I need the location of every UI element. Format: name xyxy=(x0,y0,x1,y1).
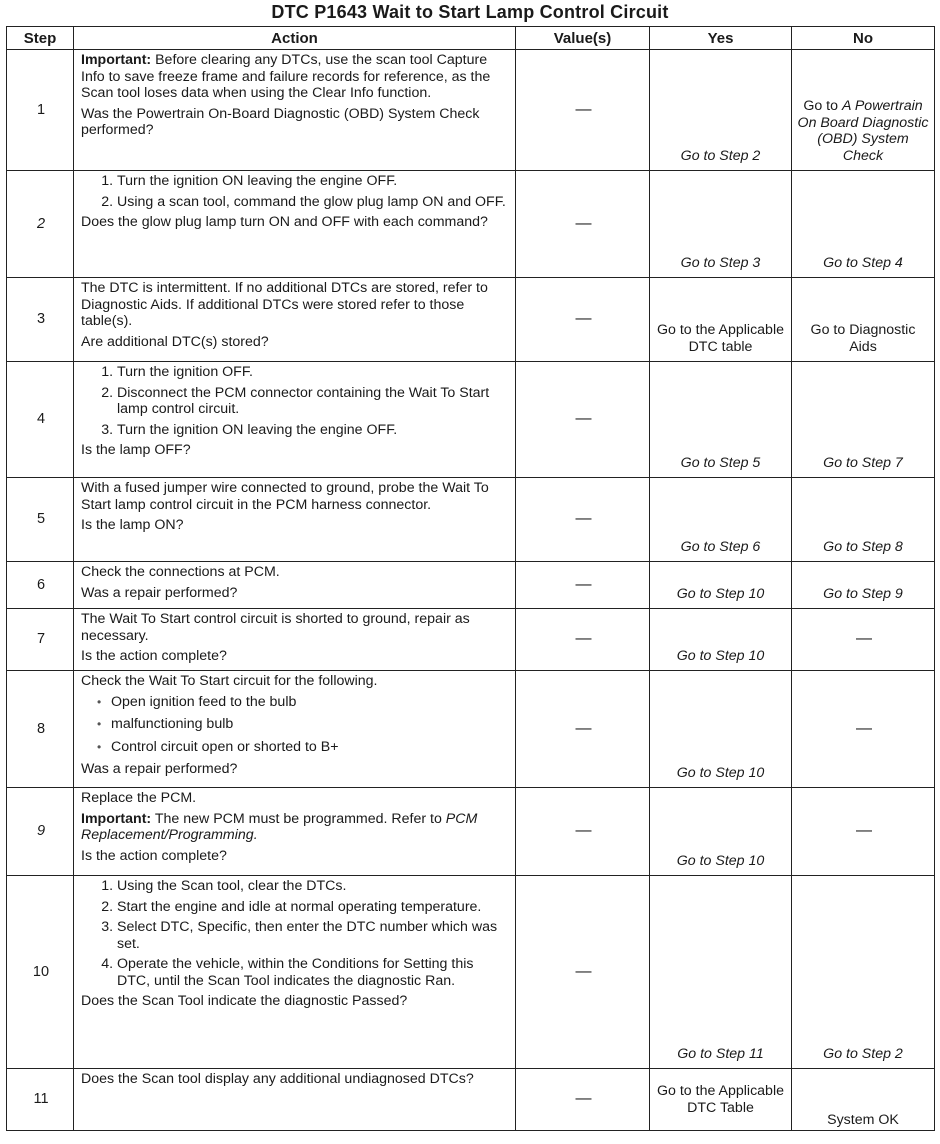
no-cell: — xyxy=(792,788,935,876)
step-number: 4 xyxy=(7,362,74,478)
yes-cell: Go to Step 10 xyxy=(650,609,792,671)
value-cell: — xyxy=(516,788,650,876)
action-cell xyxy=(74,278,516,362)
step-number: 3 xyxy=(7,278,74,362)
value-cell: — xyxy=(516,876,650,1069)
no-cell: Go to Step 9 xyxy=(792,562,935,609)
table-row xyxy=(7,876,935,1069)
list-item: 4. Operate the vehicle, within the Conditions for Setting this DTC, until the Scan Tool indicates the diagnostic Ran. xyxy=(117,956,510,989)
no-cell: Go to Step 8 xyxy=(792,478,935,562)
list-item: 1. Using the Scan tool, clear the DTCs. xyxy=(117,878,510,895)
value-cell: — xyxy=(516,562,650,609)
action-cell xyxy=(74,876,516,1069)
important-text: Before clearing any DTCs, use the scan tool Capture Info to save freeze frame and failure records for reference, as the Scan tool loses data when using the Clear Info function. xyxy=(81,52,491,101)
action-steps xyxy=(81,878,510,989)
no-cell: — xyxy=(792,609,935,671)
step-number: 8 xyxy=(7,671,74,788)
important-text: The new PCM must be programmed. Refer to xyxy=(151,810,446,827)
table-row xyxy=(7,562,935,609)
header-no: No xyxy=(792,27,935,50)
action-cell xyxy=(74,478,516,562)
no-cell: Go to Diagnostic Aids xyxy=(792,278,935,362)
checklist xyxy=(81,694,510,756)
list-item: • Open ignition feed to the bulb xyxy=(111,694,510,711)
no-prefix: Go to xyxy=(803,98,842,114)
yes-cell: Go to Step 10 xyxy=(650,562,792,609)
question-text: Are additional DTC(s) stored? xyxy=(81,333,269,350)
value-cell: — xyxy=(516,50,650,171)
action-text: With a fused jumper wire connected to ground, probe the Wait To Start lamp control circuit in the PCM harness connector. xyxy=(81,480,489,513)
value-cell: — xyxy=(516,671,650,788)
important-note xyxy=(81,52,510,102)
diagnostic-table xyxy=(6,26,935,1131)
table-row xyxy=(7,1069,935,1131)
step-number: 7 xyxy=(7,609,74,671)
list-item: 2. Start the engine and idle at normal operating temperature. xyxy=(117,899,510,916)
yes-cell: Go to Step 10 xyxy=(650,788,792,876)
yes-cell: Go to the Applicable DTC table xyxy=(650,278,792,362)
step-number: 11 xyxy=(7,1069,74,1131)
step-number: 6 xyxy=(7,562,74,609)
table-row xyxy=(7,171,935,278)
question-text: Is the lamp OFF? xyxy=(81,442,191,458)
value-cell: — xyxy=(516,278,650,362)
header-step: Step xyxy=(7,27,74,50)
header-values: Value(s) xyxy=(516,27,650,50)
yes-cell: Go to Step 2 xyxy=(650,50,792,171)
yes-cell: Go to Step 6 xyxy=(650,478,792,562)
important-label: Important: xyxy=(81,52,152,68)
list-item: • Control circuit open or shorted to B+ xyxy=(111,739,510,756)
table-row xyxy=(7,50,935,171)
action-steps xyxy=(81,173,510,210)
no-cell: Go to Step 4 xyxy=(792,171,935,278)
no-cell: — xyxy=(792,671,935,788)
action-text: The Wait To Start control circuit is shorted to ground, repair as necessary. xyxy=(81,611,470,644)
reference-link: PCM Replacement/Programming. xyxy=(81,810,478,843)
action-text: The DTC is intermittent. If no additional DTCs are stored, refer to Diagnostic Aids. If additional DTCs were stored refer to those table(s). xyxy=(81,280,488,329)
question-text: Is the action complete? xyxy=(81,648,227,664)
header-row xyxy=(7,27,935,50)
action-steps xyxy=(81,364,510,438)
step-number: 5 xyxy=(7,478,74,562)
yes-cell: Go to the Applicable DTC Table xyxy=(650,1069,792,1131)
question-text: Is the action complete? xyxy=(81,847,227,864)
table-row xyxy=(7,788,935,876)
table-row xyxy=(7,478,935,562)
value-cell: — xyxy=(516,362,650,478)
list-item: 1. Turn the ignition OFF. xyxy=(117,364,510,381)
list-item: 2. Using a scan tool, command the glow plug lamp ON and OFF. xyxy=(117,194,510,211)
no-cell: System OK xyxy=(792,1069,935,1131)
important-note xyxy=(81,811,510,844)
yes-cell: Go to Step 11 xyxy=(650,876,792,1069)
table-row xyxy=(7,278,935,362)
action-cell xyxy=(74,671,516,788)
no-cell: Go to Step 7 xyxy=(792,362,935,478)
list-item: 2. Disconnect the PCM connector containing the Wait To Start lamp control circuit. xyxy=(117,385,510,418)
question-text: Does the glow plug lamp turn ON and OFF with each command? xyxy=(81,214,488,230)
action-cell xyxy=(74,171,516,278)
important-label: Important: xyxy=(81,810,152,827)
value-cell: — xyxy=(516,478,650,562)
header-yes: Yes xyxy=(650,27,792,50)
no-cell: Go to Step 2 xyxy=(792,876,935,1069)
header-action: Action xyxy=(74,27,516,50)
list-item: 3. Turn the ignition ON leaving the engine OFF. xyxy=(117,422,510,439)
question-text: Is the lamp ON? xyxy=(81,517,184,533)
table-row xyxy=(7,609,935,671)
value-cell: — xyxy=(516,171,650,278)
question-text: Was a repair performed? xyxy=(81,761,238,777)
table-row xyxy=(7,362,935,478)
no-link-text: A Powertrain On Board Diagnostic (OBD) System Check xyxy=(797,98,929,164)
step-number: 10 xyxy=(7,876,74,1069)
action-text: Check the Wait To Start circuit for the following. xyxy=(81,673,378,689)
table-row xyxy=(7,671,935,788)
value-cell: — xyxy=(516,1069,650,1131)
list-item: • malfunctioning bulb xyxy=(111,716,510,733)
action-text: Replace the PCM. xyxy=(81,790,197,806)
action-cell xyxy=(74,362,516,478)
step-number: 2 xyxy=(7,171,74,278)
action-text: Check the connections at PCM. xyxy=(81,564,280,580)
action-cell xyxy=(74,562,516,609)
step-number: 9 xyxy=(7,788,74,876)
list-item: 3. Select DTC, Specific, then enter the DTC number which was set. xyxy=(117,919,510,952)
yes-cell: Go to Step 3 xyxy=(650,171,792,278)
value-cell: — xyxy=(516,609,650,671)
list-item: 1. Turn the ignition ON leaving the engine OFF. xyxy=(117,173,510,190)
question-text: Does the Scan Tool indicate the diagnostic Passed? xyxy=(81,993,408,1009)
step-number: 1 xyxy=(7,50,74,171)
question-text: Does the Scan tool display any additional undiagnosed DTCs? xyxy=(81,1071,474,1087)
no-cell xyxy=(792,50,935,171)
yes-cell: Go to Step 10 xyxy=(650,671,792,788)
question-text: Was a repair performed? xyxy=(81,584,238,601)
yes-cell: Go to Step 5 xyxy=(650,362,792,478)
action-cell xyxy=(74,1069,516,1131)
question-text: Was the Powertrain On-Board Diagnostic (OBD) System Check performed? xyxy=(81,105,480,138)
action-cell xyxy=(74,50,516,171)
page-title: DTC P1643 Wait to Start Lamp Control Circuit xyxy=(271,2,669,22)
action-cell xyxy=(74,788,516,876)
action-cell xyxy=(74,609,516,671)
